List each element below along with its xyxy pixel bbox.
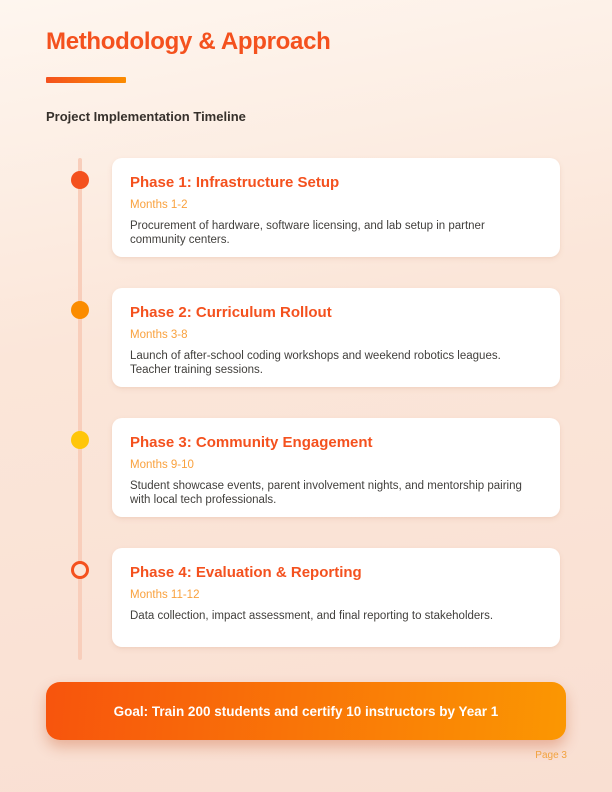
timeline-line [78,158,82,660]
timeline-dot-phase-2 [71,301,89,319]
timeline-dot-phase-3 [71,431,89,449]
timeline-dot-phase-4 [71,561,89,579]
phase-card-4 [112,548,560,647]
goal-banner-text: Goal: Train 200 students and certify 10 instructors by Year 1 [113,703,499,719]
goal-banner [46,682,566,740]
phase-card-1 [112,158,560,257]
phase-title: Phase 2: Curriculum Rollout [130,304,332,321]
phase-description: Launch of after-school coding workshops and weekend robotics leagues. Teacher training sessions. [130,350,501,376]
timeline-dot-phase-1 [71,171,89,189]
page-number: Page 3 [535,750,567,761]
title-accent-bar [46,77,126,83]
phase-card-2 [112,288,560,387]
phase-title: Phase 3: Community Engagement [130,434,373,451]
phase-card-3 [112,418,560,517]
phase-months: Months 11-12 [130,589,200,601]
phase-title: Phase 1: Infrastructure Setup [130,174,340,191]
phase-months: Months 1-2 [130,199,188,211]
section-heading: Project Implementation Timeline [46,109,246,124]
page-title: Methodology & Approach [46,28,331,55]
phase-description: Student showcase events, parent involvement nights, and mentorship pairing with local tech professionals. [130,480,522,506]
phase-description: Procurement of hardware, software licensing, and lab setup in partner community centers. [130,220,485,246]
phase-months: Months 9-10 [130,459,194,471]
phase-description: Data collection, impact assessment, and final reporting to stakeholders. [130,610,494,622]
phase-months: Months 3-8 [130,329,188,341]
phase-title: Phase 4: Evaluation & Reporting [130,564,362,581]
